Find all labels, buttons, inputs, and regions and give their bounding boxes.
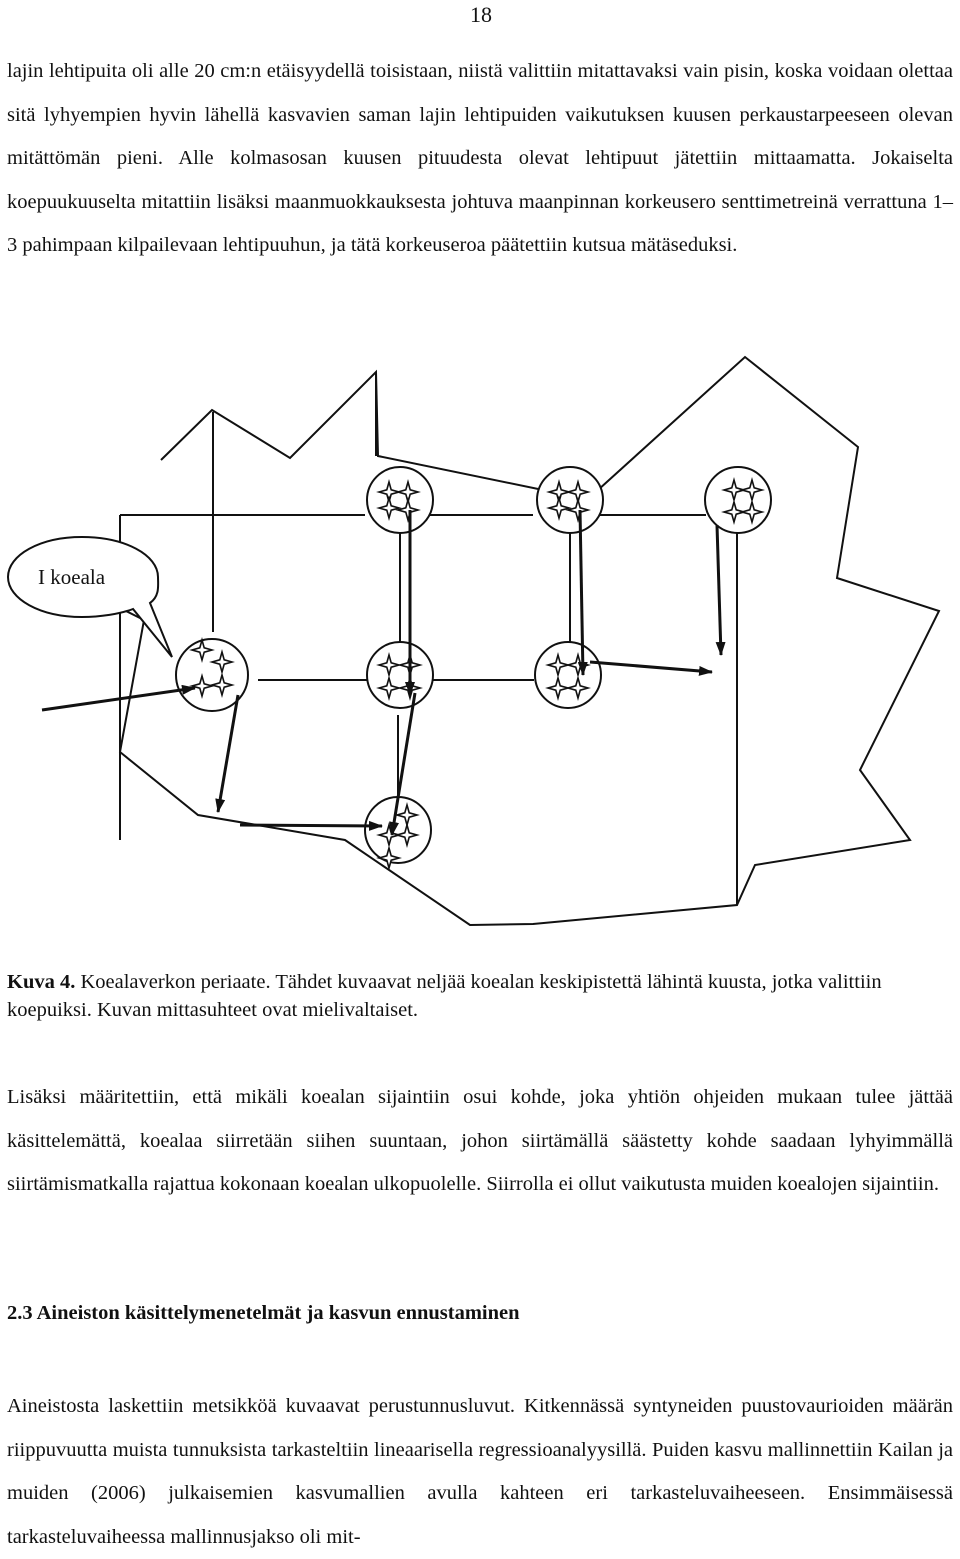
section-heading: 2.3 Aineiston käsittelymenetelmät ja kasvun ennustaminen (7, 1302, 520, 1324)
arrow-from-mid-1-down (218, 695, 238, 812)
paragraph-intro: lajin lehtipuita oli alle 20 cm:n etäisyydellä toisistaan, niistä valittiin mitattavaksi vain pisin, koska voidaan olettaa sitä lyhyempien hyvin lähellä kasvavien saman lajin lehtipuiden vaikutuksen kuusen perkaustarpeeseen olevan mitättömän pieni. Alle kolmasosan kuusen pituudesta olevat lehtipuut jätettiin mittaamatta. Jokaiselta koepuukuuselta mitattiin lisäksi maanmuokkauksesta johtuva maanpinnan korkeusero senttimetreinä verrattuna 1–3 pahimpaan kilpailevaan lehtipuuhun, ja tätä korkeuseroa päätettiin kutsua mätäseduksi. (7, 60, 953, 257)
sample-plot-network-diagram (0, 350, 960, 960)
plot-circles (176, 467, 771, 863)
plot-label-callout (8, 537, 172, 657)
arrow-left-into-mid-1 (42, 688, 195, 710)
callout-bubble (8, 537, 172, 657)
paragraph-methods: Aineistosta laskettiin metsikköä kuvaavat perustunnusluvut. Kitkennässä syntyneiden puustovaurioiden määrän riippuvuutta muista tunnuksista tarkasteltiin lineaarisella regressioanalyysillä. Puiden kasvu mallinnettiin Kailan ja muiden (2006) julkaisemien kasvumallien avulla kahteen eri tarkasteluvaiheeseen. Ensimmäisessä tarkasteluvaiheessa mallinnusjakso oli mit- (7, 1395, 953, 1548)
plot-circle-mid-3 (535, 642, 601, 708)
arrow-bottom-left-into-bottom (240, 825, 382, 826)
paragraph-relocation: Lisäksi määritettiin, että mikäli koealan sijaintiin osui kohde, joka yhtiön ohjeiden mukaan tulee jättää käsittelemättä, koealaa siirretään siihen suuntaan, johon siirtämällä säästetty kohde saadaan lyhyimmällä siirtämismatkalla rajattua kokonaan koealan ulkopuolelle. Siirrolla ei ollut vaikutusta muiden koealojen sijaintiin. (7, 1086, 953, 1196)
figure-caption-number: Kuva 4. (7, 971, 76, 993)
plot-circle-mid-2 (367, 642, 433, 708)
figure-caption (7, 968, 953, 1024)
plot-circle-top-3 (705, 467, 771, 533)
arrow-top-3-down (717, 525, 721, 655)
plot-circle-top-2 (537, 467, 603, 533)
callout-label: I koeala (38, 565, 106, 589)
figure-caption-text: Koealaverkon periaate. Tähdet kuvaavat neljää koealan keskipistettä lähintä kuusta, jotka valittiin koepuiksi. Kuvan mittasuhteet ovat mielivaltaiset. (7, 971, 882, 1021)
plot-circle-top-1 (367, 467, 433, 533)
page-number: 18 (470, 2, 492, 27)
tree-stars (192, 480, 762, 868)
arrow-right-into-mid-3 (590, 662, 712, 672)
